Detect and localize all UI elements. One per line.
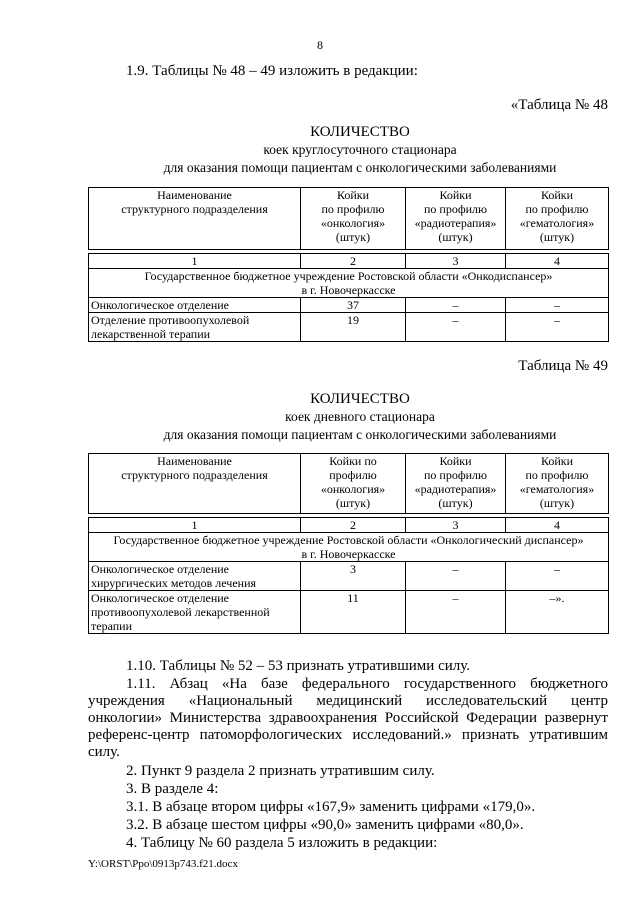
paragraph-1-10: 1.10. Таблицы № 52 – 53 признать утратившими силу.: [126, 658, 470, 674]
cell-hematology: –».: [506, 591, 609, 634]
header-line: по профилю: [321, 202, 385, 216]
page-number: 8: [317, 38, 323, 52]
cell-radiotherapy: –: [406, 562, 506, 591]
column-number: 2: [301, 518, 406, 533]
table48-title: КОЛИЧЕСТВО: [310, 124, 410, 140]
header-line: (штук): [335, 230, 371, 244]
org-line: Государственное бюджетное учреждение Ростовской области «Онкологический диспансер»: [113, 533, 584, 547]
table48-label: «Таблица № 48: [510, 97, 608, 113]
header-line: (штук): [539, 496, 575, 510]
row-name-line: Онкологическое отделение: [91, 298, 230, 312]
table48-header-hematology: [506, 188, 609, 250]
header-line: «онкология»: [320, 482, 386, 496]
header-line: Наименование: [157, 454, 232, 468]
header-line: «онкология»: [320, 216, 386, 230]
row-name-line: хирургических методов лечения: [91, 576, 257, 590]
paragraph-line: референс-центр патоморфологических исследований.» признать утратившим: [88, 727, 608, 743]
table48-org-row: [89, 269, 609, 298]
paragraph-3-1: 3.1. В абзаце втором цифры «167,9» заменить цифрами «179,0».: [126, 799, 536, 815]
cell-hematology: –: [506, 313, 609, 342]
cell-radiotherapy: –: [406, 313, 506, 342]
table48-header-oncology: [301, 188, 406, 250]
header-line: по профилю: [525, 202, 589, 216]
row-name: [89, 591, 301, 634]
header-line: (штук): [539, 230, 575, 244]
table49-header-radiotherapy: [406, 454, 506, 514]
header-line: «гематология»: [519, 216, 595, 230]
table48-subtitle-2: для оказания помощи пациентам с онкологическими заболеваниями: [163, 160, 557, 175]
org-line: в г. Новочеркасске: [301, 283, 396, 297]
header-line: Койки по: [329, 454, 377, 468]
header-line: Койки: [336, 188, 370, 202]
header-line: (штук): [438, 496, 473, 510]
row-name-line: Онкологическое отделение: [91, 562, 230, 576]
header-line: (штук): [335, 496, 371, 510]
table49-label: Таблица № 49: [518, 358, 608, 374]
column-number: 3: [406, 254, 506, 269]
row-name-line: Отделение противоопухолевой: [91, 313, 250, 327]
table48-header-name: [89, 188, 301, 250]
table49-header-name: [89, 454, 301, 514]
table49: [88, 453, 609, 634]
table49-header-row: [89, 454, 609, 514]
table49-subtitle-1: коек дневного стационара: [285, 409, 435, 424]
row-name-line: лекарственной терапии: [91, 327, 211, 341]
row-name: [89, 562, 301, 591]
column-number: 4: [506, 518, 609, 533]
cell-oncology: 37: [301, 298, 406, 313]
row-name-line: Онкологическое отделение: [91, 591, 230, 605]
header-line: по профилю: [424, 202, 487, 216]
table49-number-row: [89, 518, 609, 533]
table49-org-name: [89, 533, 609, 562]
table-row: [89, 313, 609, 342]
cell-oncology: 19: [301, 313, 406, 342]
paragraph-4: 4. Таблицу № 60 раздела 5 изложить в редакции:: [126, 835, 438, 851]
table49-header-hematology: [506, 454, 609, 514]
header-line: структурного подразделения: [121, 468, 268, 482]
cell-radiotherapy: –: [406, 591, 506, 634]
paragraph-2: 2. Пункт 9 раздела 2 признать утратившим силу.: [126, 763, 435, 779]
file-path-footer: Y:\ORST\Ppo\0913p743.f21.docx: [88, 858, 238, 870]
header-line: (штук): [438, 230, 473, 244]
paragraph-line: 1.11. Абзац «На базе федерального государственного бюджетного: [126, 676, 608, 692]
paragraph-line: онкологии» Министерства здравоохранения Российской Федерации развернут: [88, 710, 608, 726]
table-row: [89, 298, 609, 313]
header-line: Койки: [439, 454, 472, 468]
paragraph-3: 3. В разделе 4:: [126, 781, 219, 797]
row-name-line: противоопухолевой лекарственной: [91, 605, 270, 619]
header-line: профилю: [329, 468, 377, 482]
header-line: Наименование: [157, 188, 232, 202]
cell-hematology: –: [506, 298, 609, 313]
table48-number-row: [89, 254, 609, 269]
paragraph-3-2: 3.2. В абзаце шестом цифры «90,0» заменить цифрами «80,0».: [126, 817, 524, 833]
row-name: [89, 298, 301, 313]
table48-header-radiotherapy: [406, 188, 506, 250]
table48: [88, 187, 609, 342]
header-line: структурного подразделения: [121, 202, 268, 216]
table48-header-row: [89, 188, 609, 250]
header-line: Койки: [540, 454, 574, 468]
header-line: по профилю: [525, 468, 589, 482]
header-line: «радиотерапия»: [414, 216, 497, 230]
table-row: [89, 591, 609, 634]
column-number: 1: [89, 518, 301, 533]
cell-oncology: 3: [301, 562, 406, 591]
paragraph-line: силу.: [88, 744, 120, 760]
table48-subtitle-1: коек круглосуточного стационара: [263, 142, 457, 157]
org-line: в г. Новочеркасске: [301, 547, 396, 561]
table49-org-row: [89, 533, 609, 562]
header-line: «радиотерапия»: [414, 482, 497, 496]
cell-hematology: –: [506, 562, 609, 591]
table48-org-name: [89, 269, 609, 298]
table49-subtitle-2: для оказания помощи пациентам с онкологическими заболеваниями: [163, 427, 557, 442]
column-number: 4: [506, 254, 609, 269]
paragraph-line: учреждения «Национальный медицинский исследовательский центр: [88, 693, 608, 709]
column-number: 1: [89, 254, 301, 269]
row-name-line: терапии: [91, 619, 133, 633]
header-line: по профилю: [424, 468, 487, 482]
column-number: 2: [301, 254, 406, 269]
header-line: Койки: [439, 188, 472, 202]
table-row: [89, 562, 609, 591]
header-line: Койки: [540, 188, 574, 202]
header-line: «гематология»: [519, 482, 595, 496]
intro-text: 1.9. Таблицы № 48 – 49 изложить в редакции:: [126, 63, 418, 79]
table49-title: КОЛИЧЕСТВО: [310, 391, 410, 407]
paragraph-1-11: [88, 676, 608, 761]
cell-oncology: 11: [301, 591, 406, 634]
table49-header-oncology: [301, 454, 406, 514]
cell-radiotherapy: –: [406, 298, 506, 313]
column-number: 3: [406, 518, 506, 533]
row-name: [89, 313, 301, 342]
org-line: Государственное бюджетное учреждение Ростовской области «Онкодиспансер»: [144, 269, 553, 283]
